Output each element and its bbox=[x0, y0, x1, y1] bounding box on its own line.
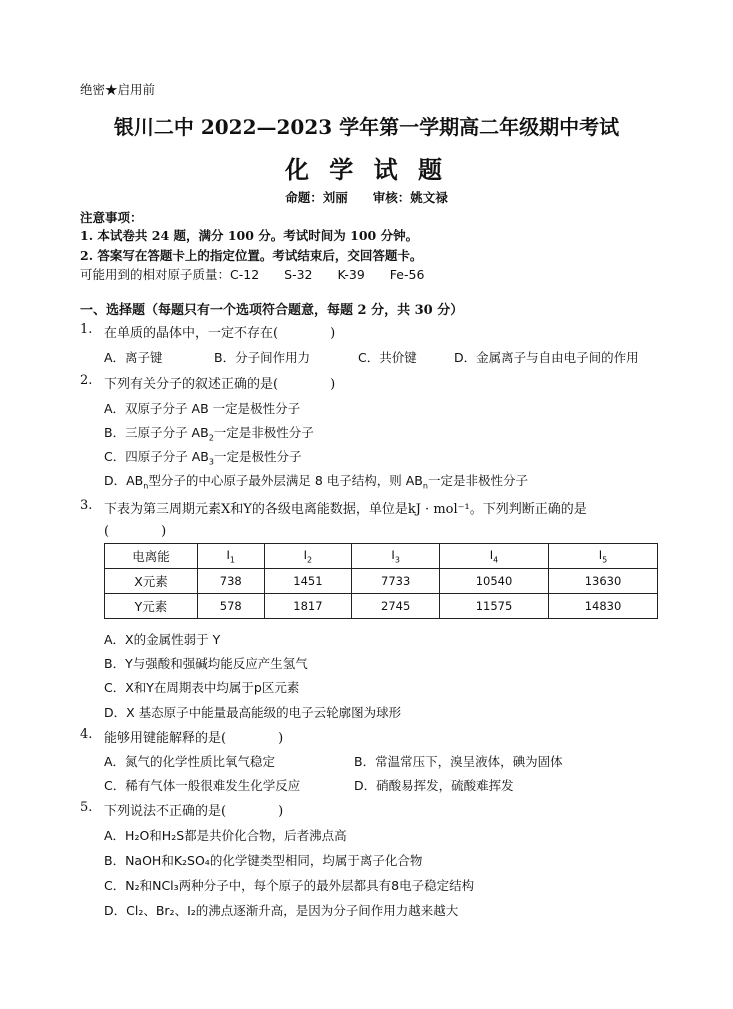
q1-stem: 在单质的晶体中，一定不存在( ) bbox=[104, 326, 336, 341]
table-cell: 13630 bbox=[549, 569, 658, 594]
q3-option-b: B．Y与强酸和强碱均能反应产生氢气 bbox=[104, 656, 308, 671]
q5-option-a: A．H₂O和H₂S都是共价化合物，后者沸点高 bbox=[104, 828, 347, 843]
q5-number: 5. bbox=[80, 800, 93, 815]
q1-option-a: A．离子键 bbox=[104, 350, 163, 365]
table-header-cell: 电离能 bbox=[105, 544, 198, 569]
table-cell: 14830 bbox=[549, 594, 658, 619]
table-header-cell: $I_3$ bbox=[352, 544, 440, 569]
q5-option-b: B．NaOH和K₂SO₄的化学键类型相同，均属于离子化合物 bbox=[104, 853, 423, 868]
atomic-masses: 可能用到的相对原子质量：C-12 S-32 K-39 Fe-56 bbox=[80, 267, 425, 282]
q3-option-d: D．X 基态原子中能量最高能级的电子云轮廓图为球形 bbox=[104, 705, 402, 720]
q4-option-d: D．硝酸易挥发，硫酸难挥发 bbox=[354, 778, 514, 793]
q3-number: 3. bbox=[80, 498, 93, 513]
q2-option-b: B．三原子分子 $AB_2$一定是非极性分子 bbox=[104, 425, 314, 443]
table-header-cell: $I_1$ bbox=[198, 544, 265, 569]
q1-option-d: D．金属离子与自由电子间的作用 bbox=[454, 350, 639, 365]
q4-option-b: B．常温常压下，溴呈液体，碘为固体 bbox=[354, 754, 563, 769]
table-cell: 10540 bbox=[440, 569, 549, 594]
secret-label: 绝密★启用前 bbox=[80, 82, 156, 97]
q2-stem: 下列有关分子的叙述正确的是( ) bbox=[104, 377, 336, 392]
table-header-row bbox=[105, 544, 658, 569]
q2-option-c: C．四原子分子 $AB_3$一定是极性分子 bbox=[104, 449, 302, 467]
table-row bbox=[105, 569, 658, 594]
table-cell: X元素 bbox=[105, 569, 198, 594]
table-row bbox=[105, 594, 658, 619]
q1-option-c: C．共价键 bbox=[358, 350, 417, 365]
table-cell: 738 bbox=[198, 569, 265, 594]
q3-stem: 下表为第三周期元素X和Y的各级电离能数据，单位是kJ · mol⁻¹。下列判断正确的是 bbox=[104, 502, 587, 517]
table-cell: Y元素 bbox=[105, 594, 198, 619]
table-cell: 7733 bbox=[352, 569, 440, 594]
q3-option-a: A．X的金属性弱于 Y bbox=[104, 632, 221, 647]
notes-line-2: 2. 答案写在答题卡上的指定位置。考试结束后，交回答题卡。 bbox=[80, 248, 423, 263]
q1-number: 1. bbox=[80, 322, 93, 337]
q4-number: 4. bbox=[80, 727, 93, 742]
q4-option-a: A．氮气的化学性质比氧气稳定 bbox=[104, 754, 276, 769]
q3-paren: ( ) bbox=[104, 524, 167, 539]
table-cell: 1451 bbox=[264, 569, 352, 594]
table-header-cell: $I_5$ bbox=[549, 544, 658, 569]
q2-option-a: A．双原子分子 AB 一定是极性分子 bbox=[104, 401, 301, 416]
q4-option-c: C．稀有气体一般很难发生化学反应 bbox=[104, 778, 301, 793]
table-cell: 1817 bbox=[264, 594, 352, 619]
q2-option-d: D．$AB_n$型分子的中心原子最外层满足 8 电子结构，则 $AB_n$一定是非极性分子 bbox=[104, 473, 528, 491]
q5-option-d: D．Cl₂、Br₂、I₂的沸点逐渐升高，是因为分子间作用力越来越大 bbox=[104, 903, 459, 918]
q4-stem: 能够用键能解释的是( ) bbox=[104, 731, 284, 746]
table-header-cell: $I_4$ bbox=[440, 544, 549, 569]
exam-title: 银川二中 2022—2023 学年第一学期高二年级期中考试 bbox=[113, 115, 620, 139]
q2-number: 2. bbox=[80, 373, 93, 388]
ionization-table bbox=[104, 543, 658, 619]
notes-heading: 注意事项： bbox=[80, 210, 143, 225]
table-cell: 2745 bbox=[352, 594, 440, 619]
q5-stem: 下列说法不正确的是( ) bbox=[104, 804, 284, 819]
q3-option-c: C．X和Y在周期表中均属于p区元素 bbox=[104, 680, 300, 695]
authors-line: 命题：刘丽 审核：姚文禄 bbox=[285, 190, 448, 205]
q5-option-c: C．N₂和NCl₃两种分子中，每个原子的最外层都具有8电子稳定结构 bbox=[104, 878, 475, 893]
section-heading: 一、选择题（每题只有一个选项符合题意，每题 2 分，共 30 分） bbox=[80, 303, 464, 318]
table-header-cell: $I_2$ bbox=[264, 544, 352, 569]
table-cell: 578 bbox=[198, 594, 265, 619]
q1-option-b: B．分子间作用力 bbox=[214, 350, 311, 365]
notes-line-1: 1. 本试卷共 24 题，满分 100 分。考试时间为 100 分钟。 bbox=[80, 228, 419, 243]
table-cell: 11575 bbox=[440, 594, 549, 619]
subject-title: 化 学 试 题 bbox=[284, 155, 449, 184]
